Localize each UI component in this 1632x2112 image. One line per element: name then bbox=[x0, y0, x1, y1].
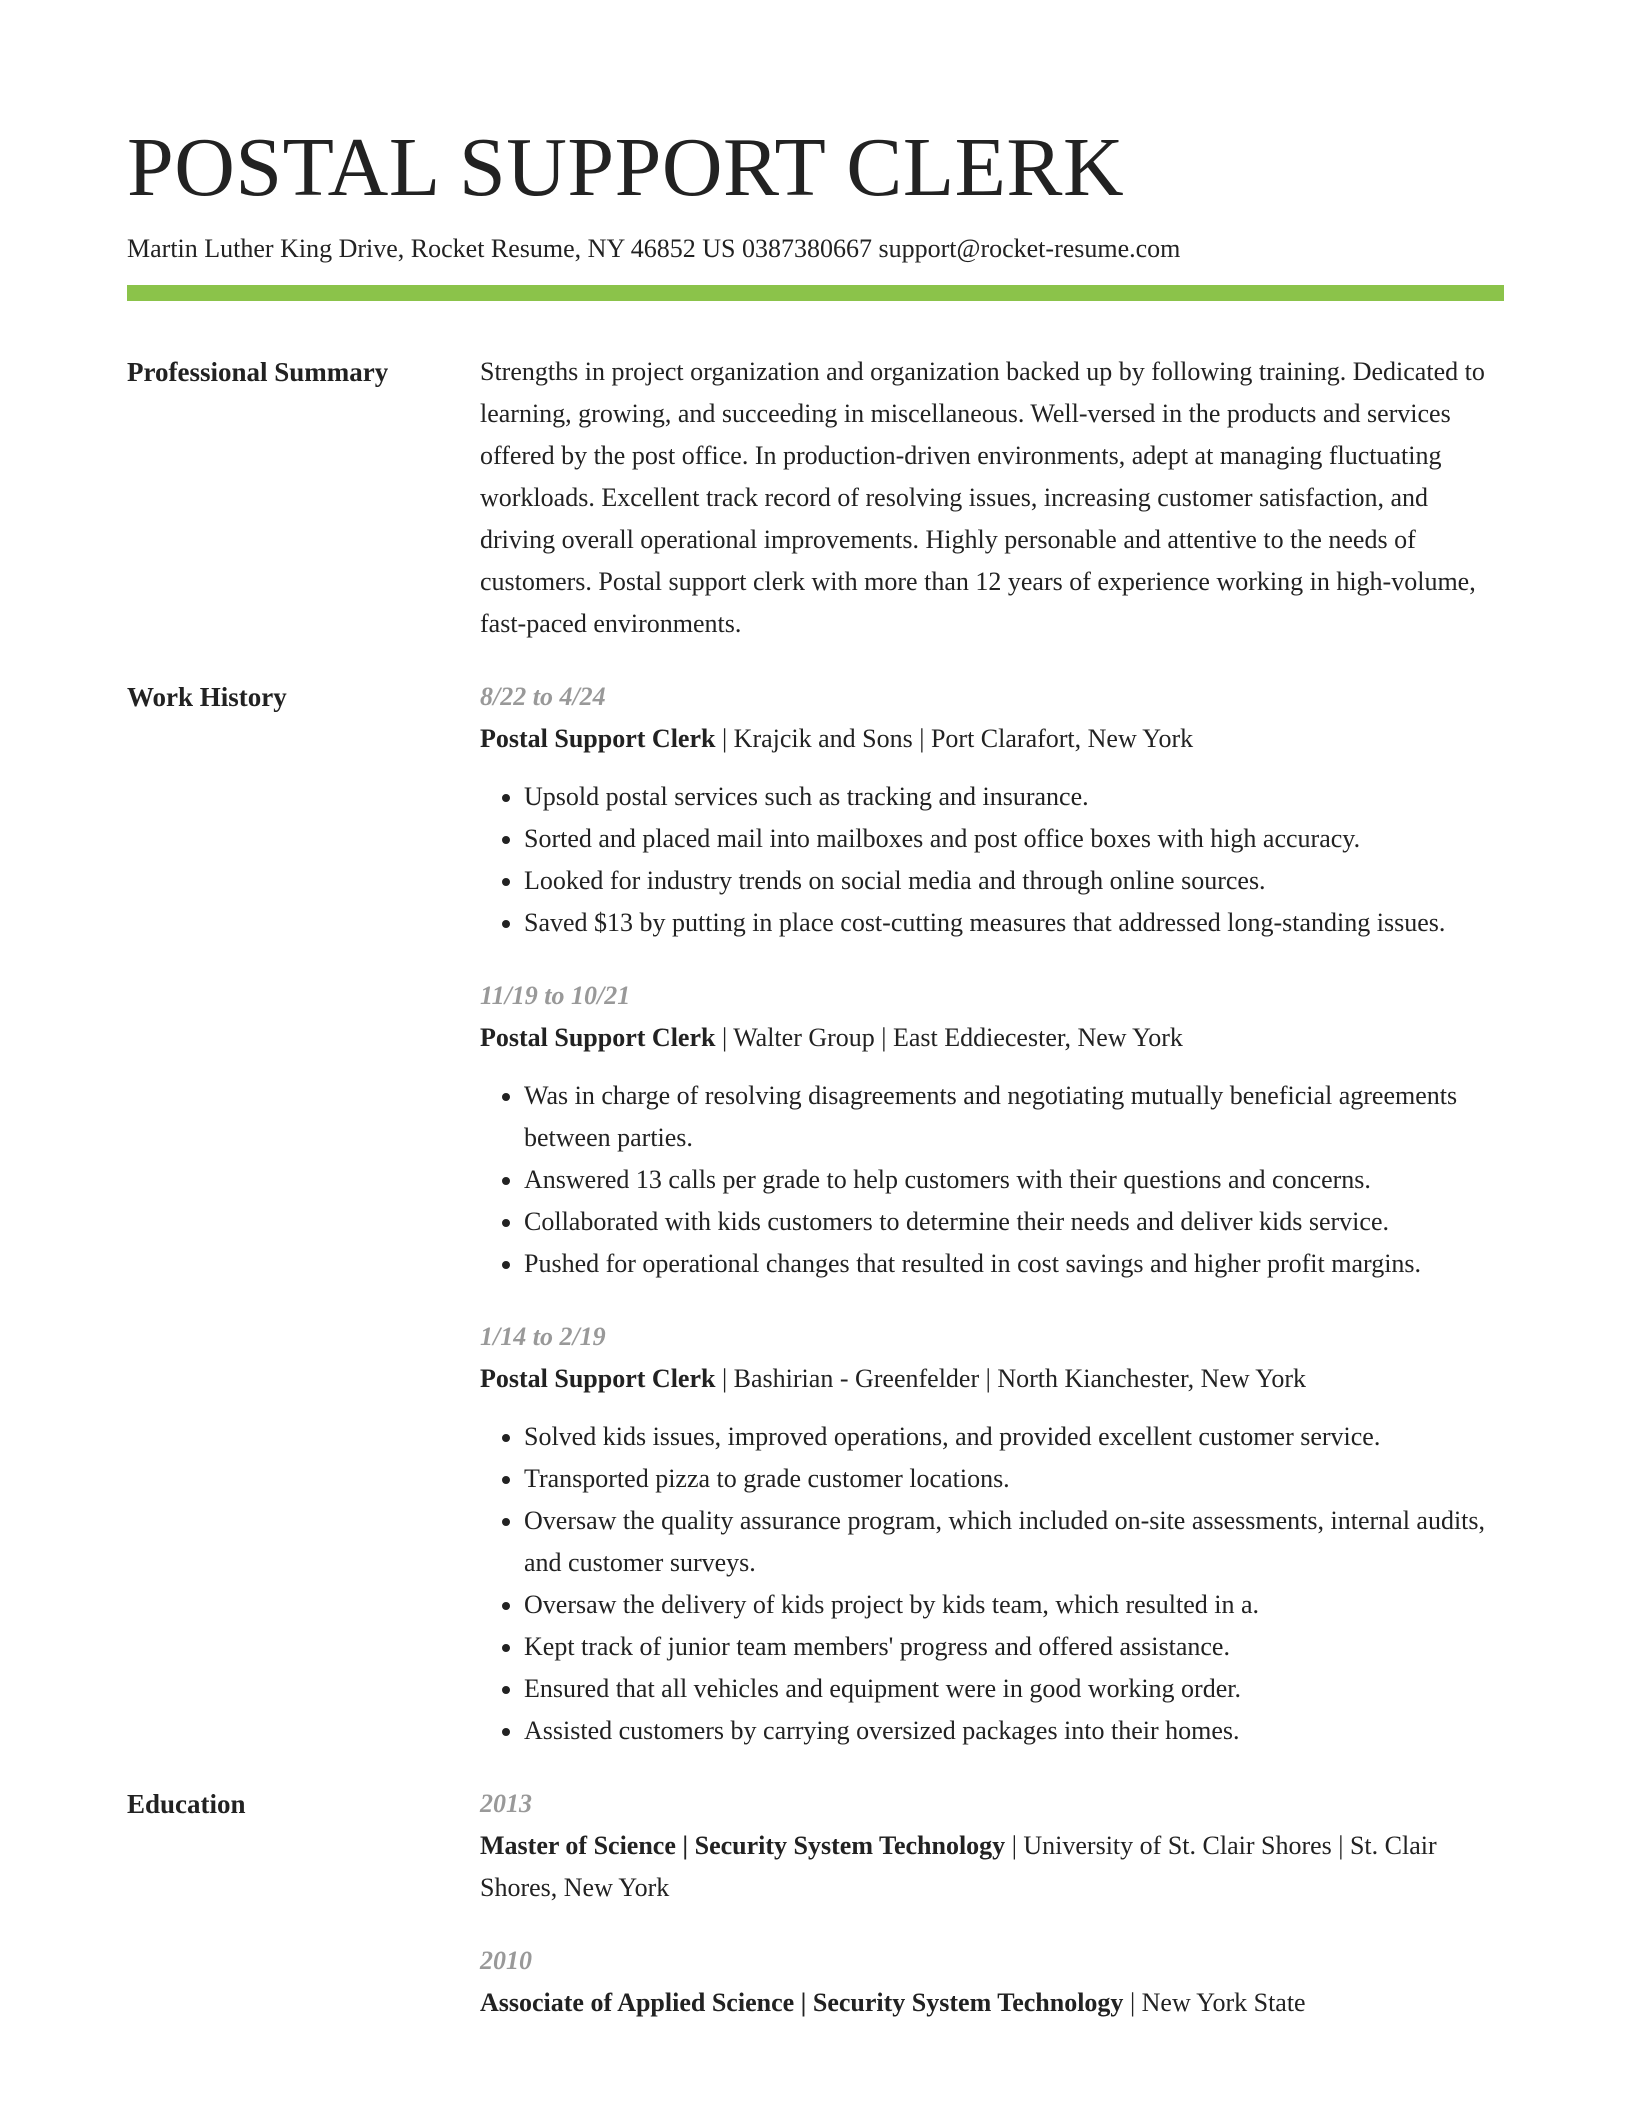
header-accent-divider bbox=[127, 285, 1504, 301]
job-title: Postal Support Clerk bbox=[480, 1023, 716, 1052]
education-details: | University of St. Clair Shores | St. Clair Shores, New York bbox=[480, 1831, 1437, 1902]
education-entry bbox=[480, 1783, 1504, 1909]
job-details: | Walter Group | East Eddiecester, New York bbox=[715, 1023, 1183, 1052]
job-bullet: • Answered 13 calls per grade to help customers with their questions and concerns. bbox=[524, 1159, 1504, 1201]
resume-sections bbox=[127, 351, 1504, 2055]
education-body bbox=[480, 1783, 1504, 2024]
job-bullet: • Assisted customers by carrying oversized packages into their homes. bbox=[524, 1710, 1504, 1752]
work-history-heading: Work History bbox=[127, 682, 287, 712]
education-headline bbox=[480, 1825, 1504, 1909]
summary-body bbox=[480, 351, 1504, 645]
education-heading: Education bbox=[127, 1789, 246, 1819]
job-dates: 8/22 to 4/24 bbox=[480, 682, 606, 711]
resume-header bbox=[127, 118, 1504, 266]
summary-text: Strengths in project organization and organization backed up by following training. Dedicated to learning, growing, and succeeding in miscellaneous. Well-versed in the products and services offered by the post office. In production-driven environments, adept at managing fluctuating workloads. Excellent track record of resolving issues, increasing customer satisfaction, and driving overall operational improvements. Highly personable and attentive to the needs of customers. Postal support clerk with more than 12 years of experience working in high-volume, fast-paced environments. bbox=[480, 357, 1485, 638]
job-entry bbox=[480, 975, 1504, 1285]
job-bullet: • Sorted and placed mail into mailboxes and post office boxes with high accuracy. bbox=[524, 818, 1504, 860]
education-headline bbox=[480, 1982, 1504, 2024]
work-history-section bbox=[127, 676, 1504, 1752]
job-bullets bbox=[480, 776, 1504, 944]
job-bullet: • Pushed for operational changes that resulted in cost savings and higher profit margins. bbox=[524, 1243, 1504, 1285]
job-bullets bbox=[480, 1416, 1504, 1752]
education-degree: Associate of Applied Science | Security System Technology bbox=[480, 1988, 1124, 2017]
job-bullets bbox=[480, 1075, 1504, 1285]
job-bullet: • Oversaw the quality assurance program, which included on-site assessments, internal audits, and customer surveys. bbox=[524, 1500, 1504, 1584]
job-title: Postal Support Clerk bbox=[480, 1364, 716, 1393]
job-bullet: • Kept track of junior team members' progress and offered assistance. bbox=[524, 1626, 1504, 1668]
job-details: | Krajcik and Sons | Port Clarafort, New York bbox=[715, 724, 1194, 753]
job-bullet: • Was in charge of resolving disagreements and negotiating mutually beneficial agreements between parties. bbox=[524, 1075, 1504, 1159]
candidate-name: POSTAL SUPPORT CLERK bbox=[127, 121, 1125, 214]
job-entry bbox=[480, 676, 1504, 944]
job-bullet: • Collaborated with kids customers to determine their needs and deliver kids service. bbox=[524, 1201, 1504, 1243]
job-headline bbox=[480, 1017, 1504, 1059]
job-dates: 1/14 to 2/19 bbox=[480, 1322, 606, 1351]
education-degree: Master of Science | Security System Technology bbox=[480, 1831, 1006, 1860]
education-entry bbox=[480, 1940, 1504, 2024]
work-history-body bbox=[480, 676, 1504, 1752]
summary-heading: Professional Summary bbox=[127, 357, 389, 387]
job-bullet: • Oversaw the delivery of kids project by kids team, which resulted in a. bbox=[524, 1584, 1504, 1626]
education-section bbox=[127, 1783, 1504, 2024]
job-entry bbox=[480, 1316, 1504, 1752]
contact-line: Martin Luther King Drive, Rocket Resume, NY 46852 US 0387380667 support@rocket-resume.com bbox=[127, 234, 1181, 263]
job-bullet: • Saved $13 by putting in place cost-cutting measures that addressed long-standing issues. bbox=[524, 902, 1504, 944]
job-bullet: • Solved kids issues, improved operations, and provided excellent customer service. bbox=[524, 1416, 1504, 1458]
job-headline bbox=[480, 718, 1504, 760]
summary-section bbox=[127, 351, 1504, 645]
job-details: | Bashirian - Greenfelder | North Kianchester, New York bbox=[715, 1364, 1307, 1393]
education-year: 2013 bbox=[480, 1789, 532, 1818]
education-year: 2010 bbox=[480, 1946, 532, 1975]
job-bullet: • Upsold postal services such as tracking and insurance. bbox=[524, 776, 1504, 818]
job-bullet: • Looked for industry trends on social media and through online sources. bbox=[524, 860, 1504, 902]
education-details: | New York State bbox=[1123, 1988, 1306, 2017]
job-headline bbox=[480, 1358, 1504, 1400]
job-bullet: • Ensured that all vehicles and equipment were in good working order. bbox=[524, 1668, 1504, 1710]
job-title: Postal Support Clerk bbox=[480, 724, 716, 753]
job-dates: 11/19 to 10/21 bbox=[480, 981, 631, 1010]
job-bullet: • Transported pizza to grade customer locations. bbox=[524, 1458, 1504, 1500]
